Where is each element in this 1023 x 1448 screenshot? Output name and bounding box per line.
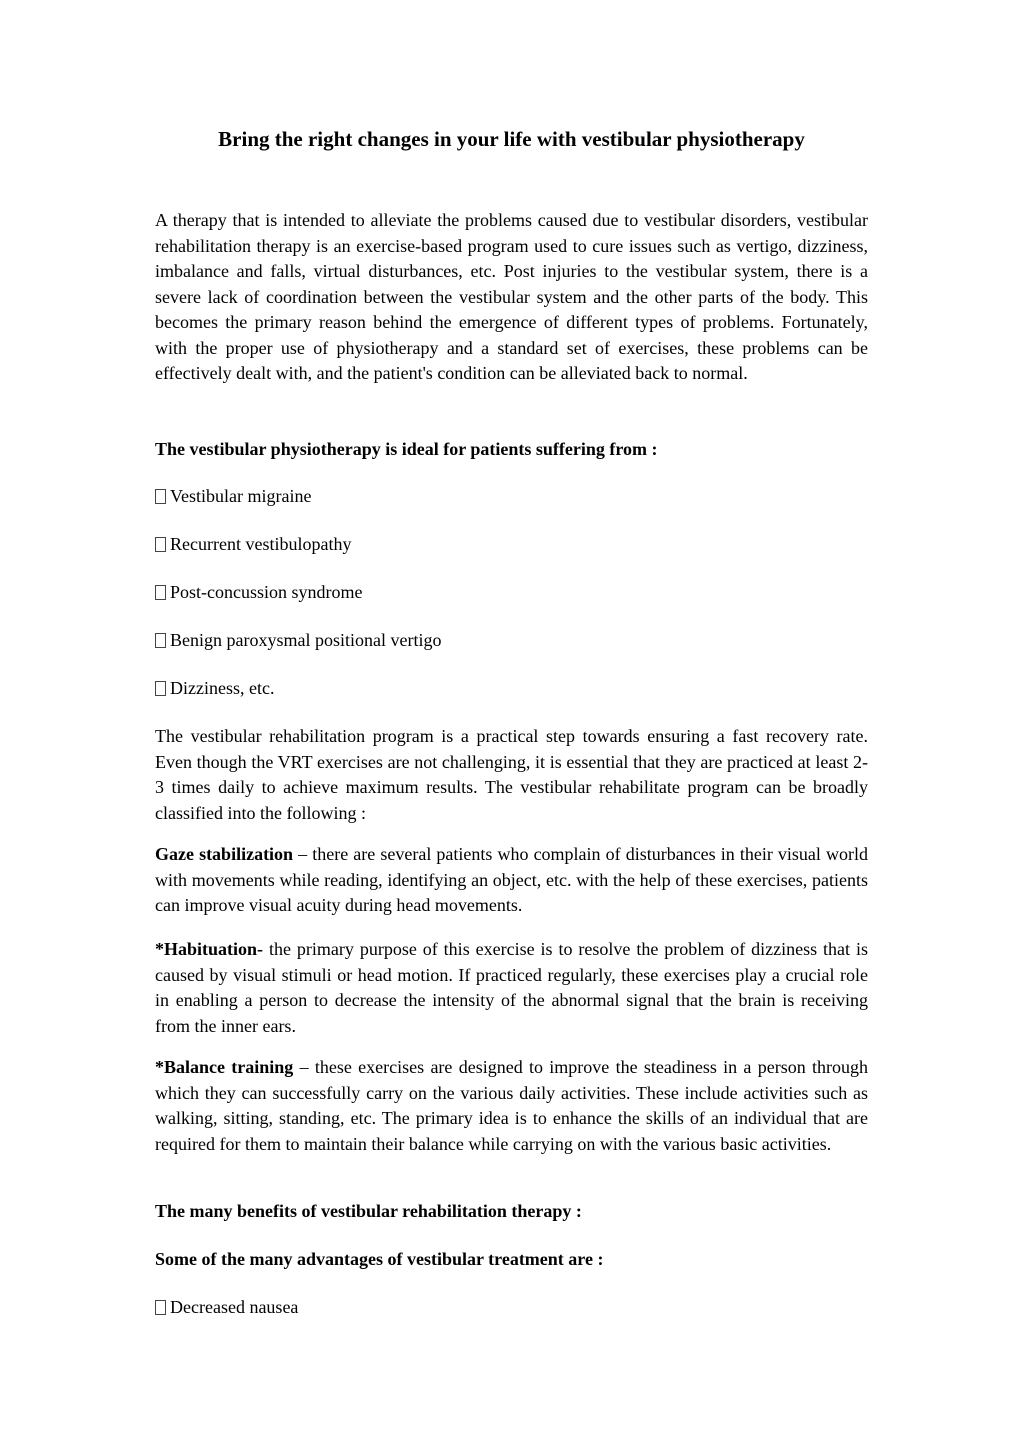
habituation-paragraph <box>155 937 868 1039</box>
balance-paragraph <box>155 1055 868 1157</box>
condition-item <box>155 484 868 510</box>
advantage-item <box>155 1295 868 1321</box>
condition-item <box>155 676 868 702</box>
advantages-heading: Some of the many advantages of vestibular treatment are : <box>155 1249 604 1269</box>
condition-label: Recurrent vestibulopathy <box>170 534 352 554</box>
condition-label: Dizziness, etc. <box>170 678 275 698</box>
bullet-box-icon <box>155 537 166 552</box>
bullet-box-icon <box>155 585 166 600</box>
bullet-box-icon <box>155 681 166 696</box>
condition-label: Vestibular migraine <box>170 486 312 506</box>
ideal-heading: The vestibular physiotherapy is ideal for patients suffering from : <box>155 439 658 459</box>
program-paragraph: The vestibular rehabilitation program is a practical step towards ensuring a fast recovery rate. Even though the VRT exercises are not challenging, it is essential that they are practiced at least 2-3 times daily to achieve maximum results. The vestibular rehabilitate program can be broadly classified into the following : <box>155 726 868 823</box>
gaze-label: Gaze stabilization <box>155 844 294 864</box>
bullet-box-icon <box>155 1300 166 1315</box>
bullet-box-icon <box>155 489 166 504</box>
habituation-label: *Habituation- <box>155 939 264 959</box>
gaze-text: – there are several patients who complain of disturbances in their visual world with movements while reading, identifying an object, etc. with the help of these exercises, patients can improve visual acuity during head movements. <box>155 844 868 915</box>
benefits-heading: The many benefits of vestibular rehabilitation therapy : <box>155 1201 582 1221</box>
intro-paragraph: A therapy that is intended to alleviate the problems caused due to vestibular disorders, vestibular rehabilitation therapy is an exercise-based program used to cure issues such as vertigo, dizziness, imbalance and falls, virtual disturbances, etc. Post injuries to the vestibular system, there is a severe lack of coordination between the vestibular system and the other parts of the body. This becomes the primary reason behind the emergence of different types of problems. Fortunately, with the proper use of physiotherapy and a standard set of exercises, these problems can be effectively dealt with, and the patient's condition can be alleviated back to normal. <box>155 210 868 383</box>
advantage-label: Decreased nausea <box>170 1297 299 1317</box>
document-title: Bring the right changes in your life with vestibular physiotherapy <box>218 127 805 151</box>
condition-item <box>155 580 868 606</box>
condition-label: Post-concussion syndrome <box>170 582 363 602</box>
condition-label: Benign paroxysmal positional vertigo <box>170 630 442 650</box>
balance-text: – these exercises are designed to improve the steadiness in a person through which they can successfully carry on the various daily activities. These include activities such as walking, sitting, standing, etc. The primary idea is to enhance the skills of an individual that are required for them to maintain their balance while carrying on with the various basic activities. <box>155 1057 868 1154</box>
condition-item <box>155 532 868 558</box>
condition-item <box>155 628 868 654</box>
balance-label: *Balance training <box>155 1057 294 1077</box>
habituation-text: the primary purpose of this exercise is to resolve the problem of dizziness that is caused by visual stimuli or head motion. If practiced regularly, these exercises play a crucial role in enabling a person to decrease the intensity of the abnormal signal that the brain is receiving from the inner ears. <box>155 939 868 1036</box>
bullet-box-icon <box>155 633 166 648</box>
gaze-paragraph <box>155 842 868 919</box>
